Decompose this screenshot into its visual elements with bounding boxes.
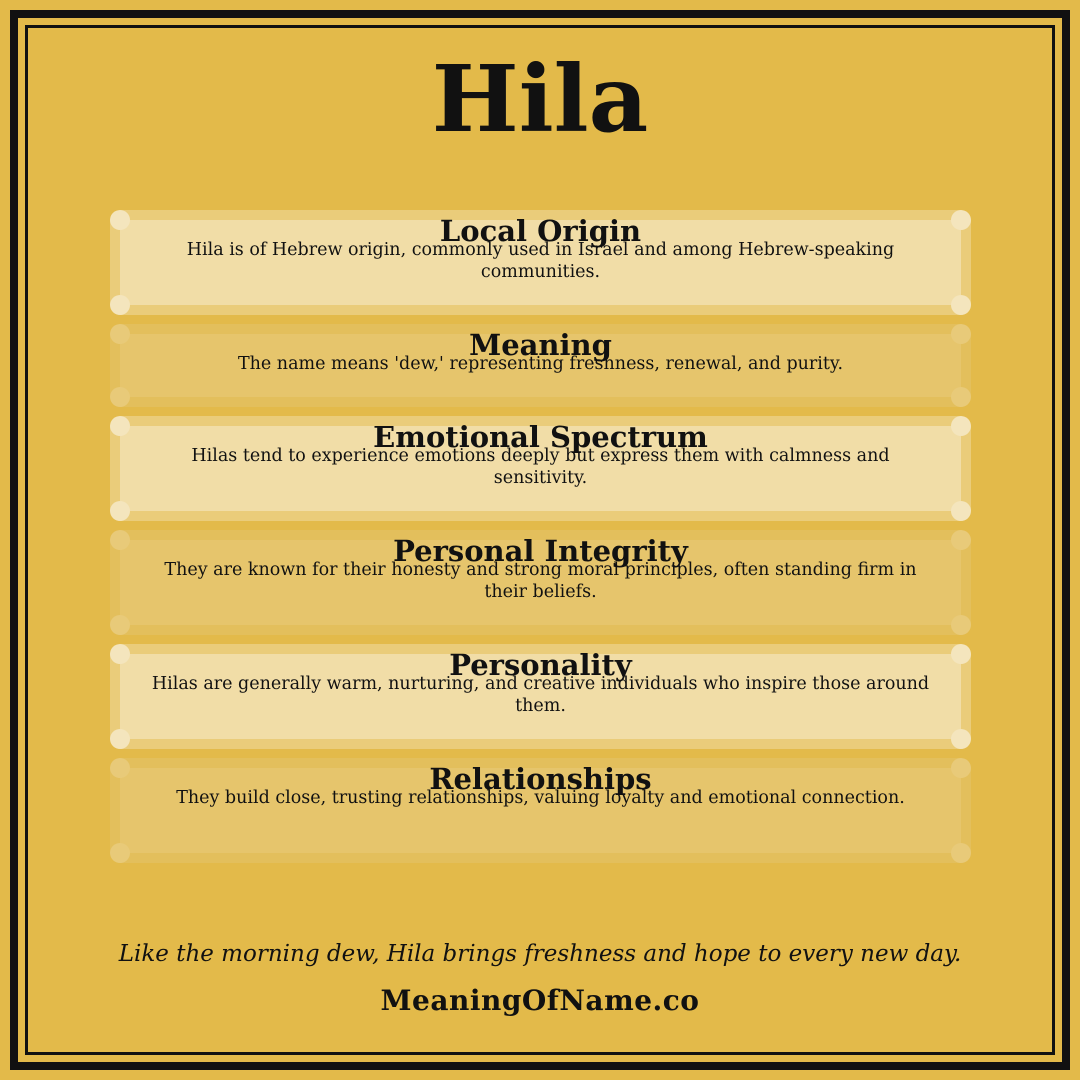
card-local-origin	[110, 210, 971, 315]
name-title: Hila	[431, 45, 649, 153]
card-text: They build close, trusting relationships, valuing loyalty and emotional connection.	[176, 788, 905, 808]
card-heading: Meaning	[469, 328, 612, 362]
card-heading: Personality	[449, 648, 632, 682]
card-heading: Relationships	[429, 762, 652, 796]
brand-watermark: MeaningOfName.co	[380, 984, 700, 1017]
card-text: The name means 'dew,' representing freshness, renewal, and purity.	[237, 354, 844, 374]
card-heading: Local Origin	[439, 214, 642, 248]
card-meaning	[110, 324, 971, 407]
card-text: They are known for their honesty and strong moral principles, often standing firm in their beliefs.	[164, 560, 917, 602]
card-text: Hilas are generally warm, nurturing, and creative individuals who inspire those around them.	[151, 674, 930, 716]
card-heading: Personal Integrity	[393, 534, 688, 568]
card-emotional-spectrum	[110, 416, 971, 521]
card-personality	[110, 644, 971, 749]
card-text: Hilas tend to experience emotions deeply but express them with calmness and sensitivity.	[191, 446, 890, 488]
card-relationships	[110, 758, 971, 863]
card-personal-integrity	[110, 530, 971, 635]
card-heading: Emotional Spectrum	[373, 420, 708, 454]
tagline: Like the morning dew, Hila brings freshness and hope to every new day.	[118, 941, 962, 967]
card-text: Hila is of Hebrew origin, commonly used in Israel and among Hebrew-speaking communities.	[186, 240, 895, 282]
